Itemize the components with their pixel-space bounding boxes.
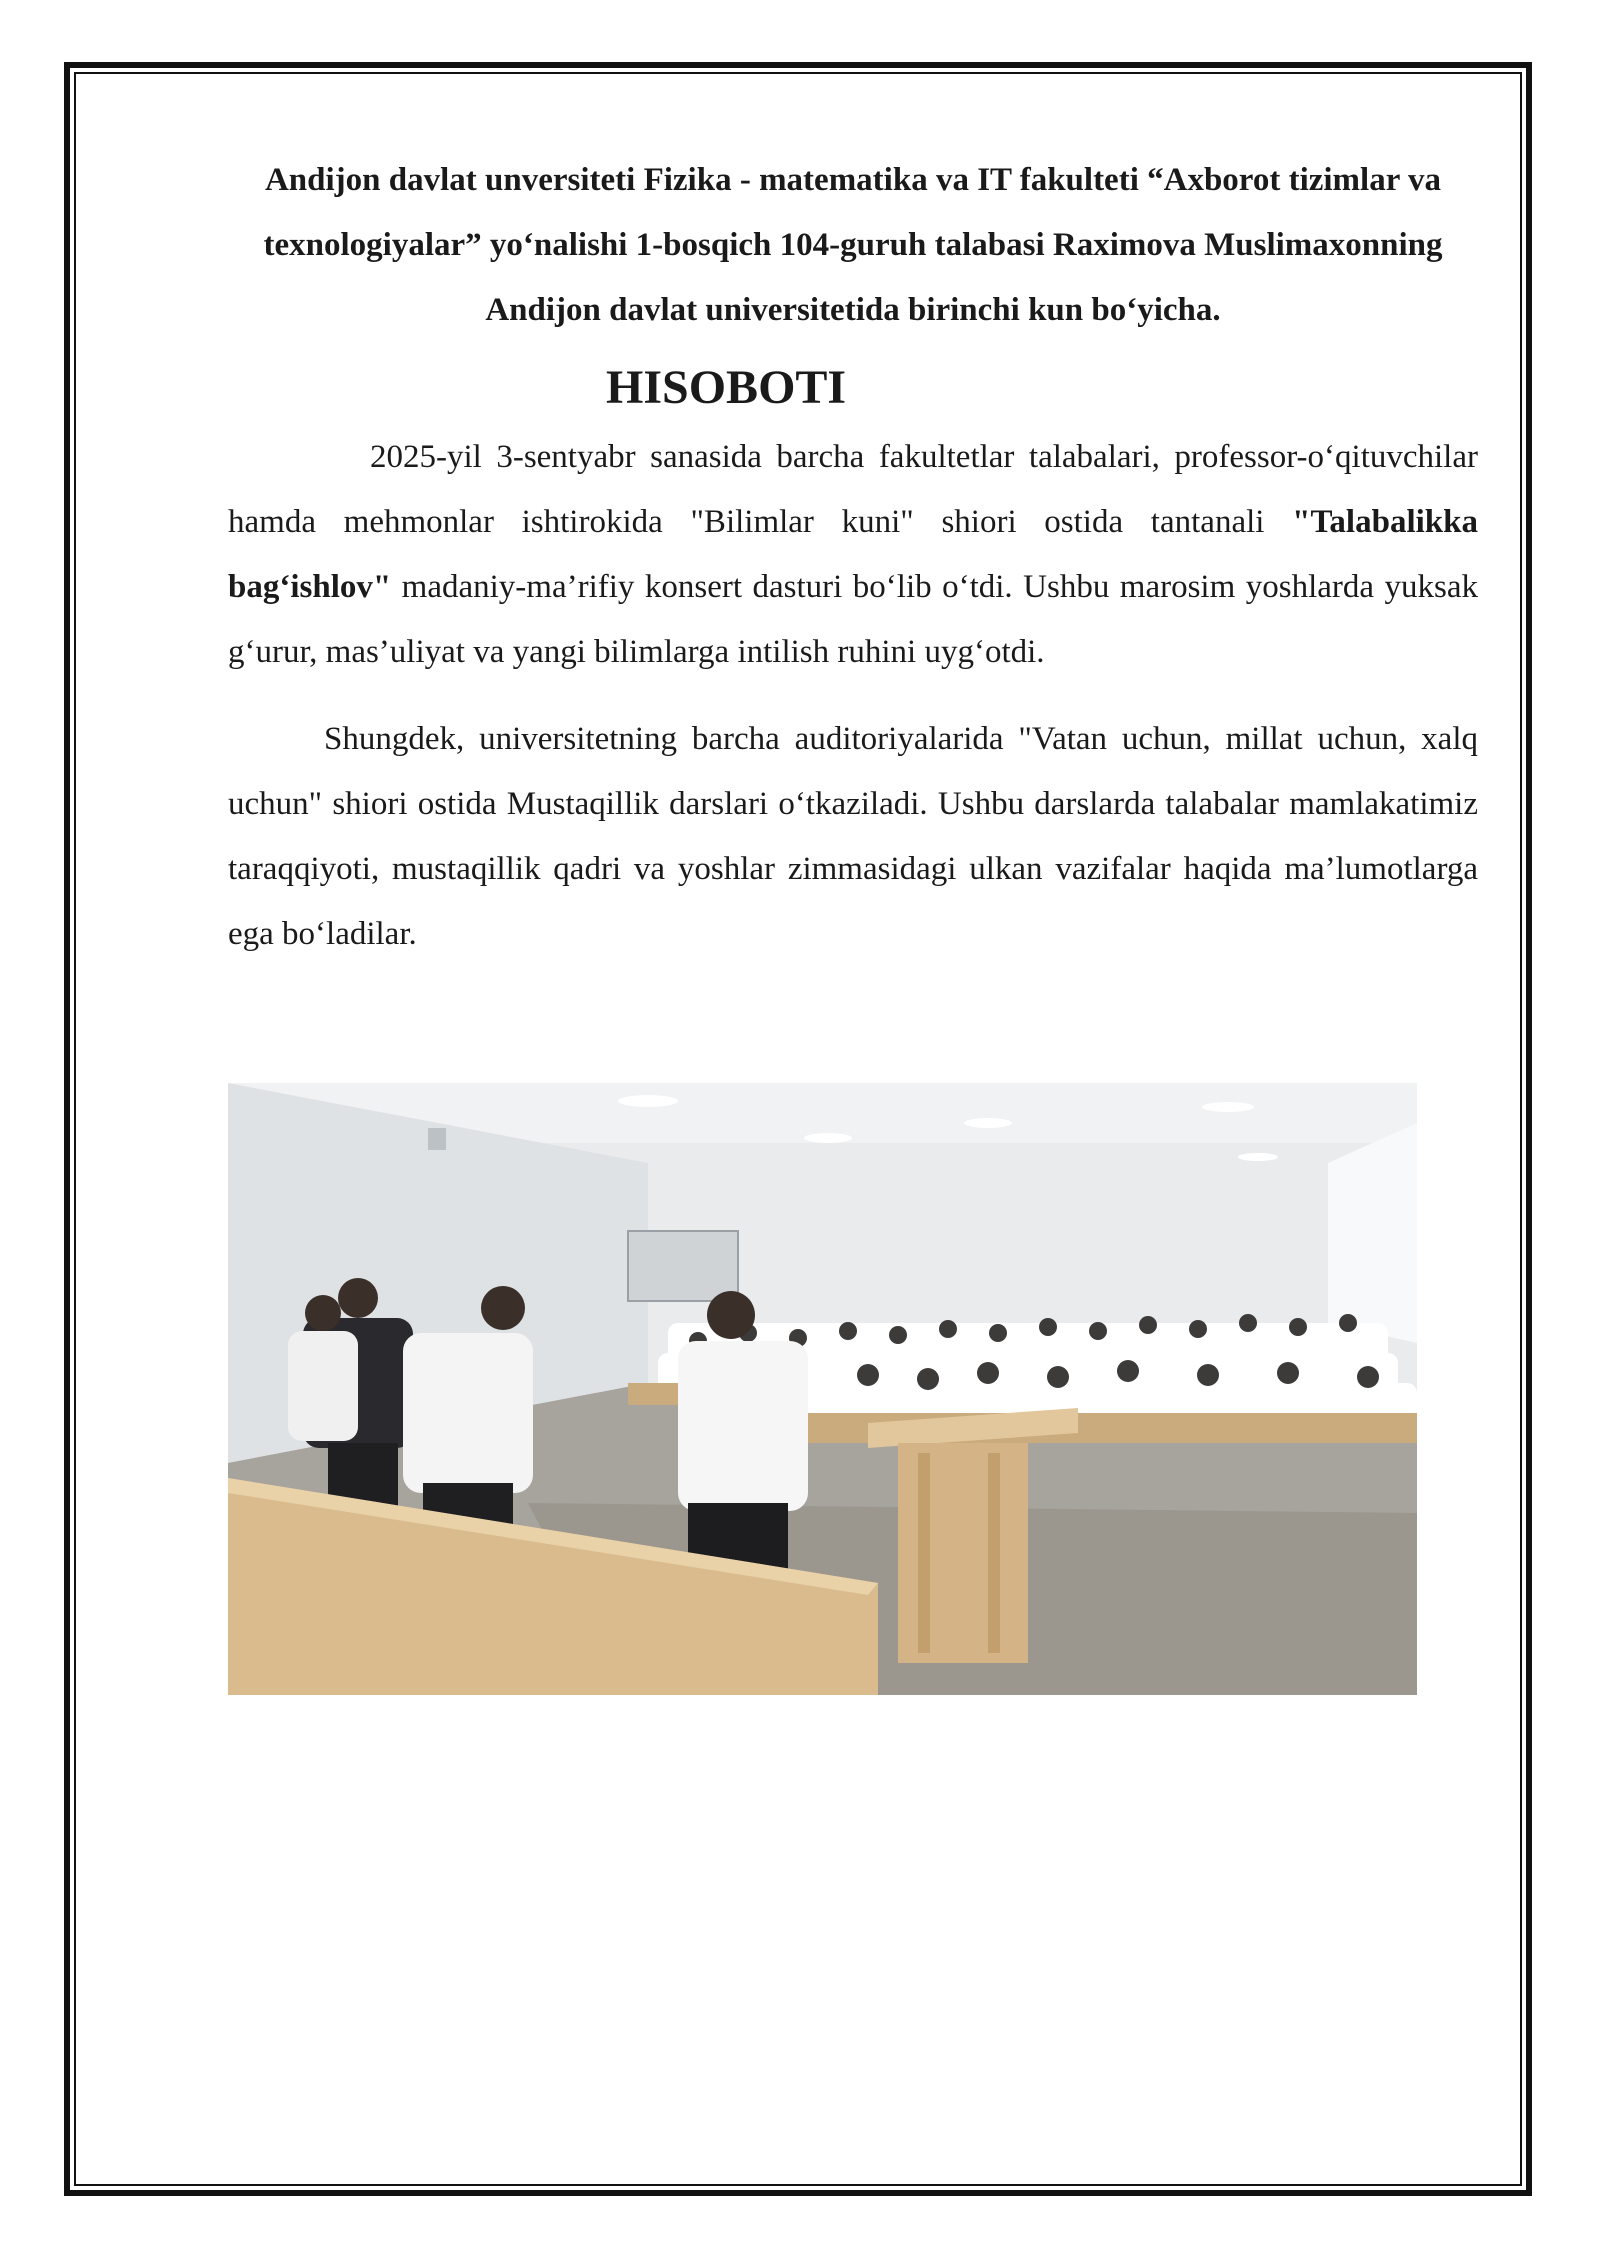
event-name: "Talabalikka bag‘ishlov" xyxy=(228,504,1478,605)
document-body xyxy=(228,148,1478,967)
report-heading: Andijon davlat unversiteti Fizika - matematika va IT fakulteti “Axborot tizimlar va texnologiyalar” yo‘nalishi 1-bosqich 104-guruh talabasi Raximova Muslimaxonning Andijon davlat universitetida birinchi kun bo‘yicha. xyxy=(263,162,1443,328)
lecture-hall-photo xyxy=(228,1083,1417,1695)
paragraph-2: Shungdek, universitetning barcha auditoriyalarida "Vatan uchun, millat uchun, xalq uchun" shiori ostida Mustaqillik darslari o‘tkaziladi. Ushbu darslarda talabalar mamlakatimiz taraqqiyoti, mustaqillik qadri va yoshlar zimmasidagi ulkan vazifalar haqida ma’lumotlarga ega bo‘ladilar. xyxy=(228,721,1478,952)
paragraph-1-end: madaniy-ma’rifiy konsert dasturi bo‘lib o‘tdi. Ushbu marosim yoshlarda yuksak g‘urur, mas’uliyat va yangi bilimlarga intilish ruhini uyg‘otdi. xyxy=(228,569,1478,670)
paragraph-1 xyxy=(228,425,1478,685)
report-title: HISOBOTI xyxy=(606,361,847,414)
paragraph-1-start: 2025-yil 3-sentyabr sanasida barcha fakultetlar talabalari, professor-o‘qituvchilar hamda mehmonlar ishtirokida "Bilimlar kuni" shiori ostida tantanali xyxy=(228,439,1478,540)
